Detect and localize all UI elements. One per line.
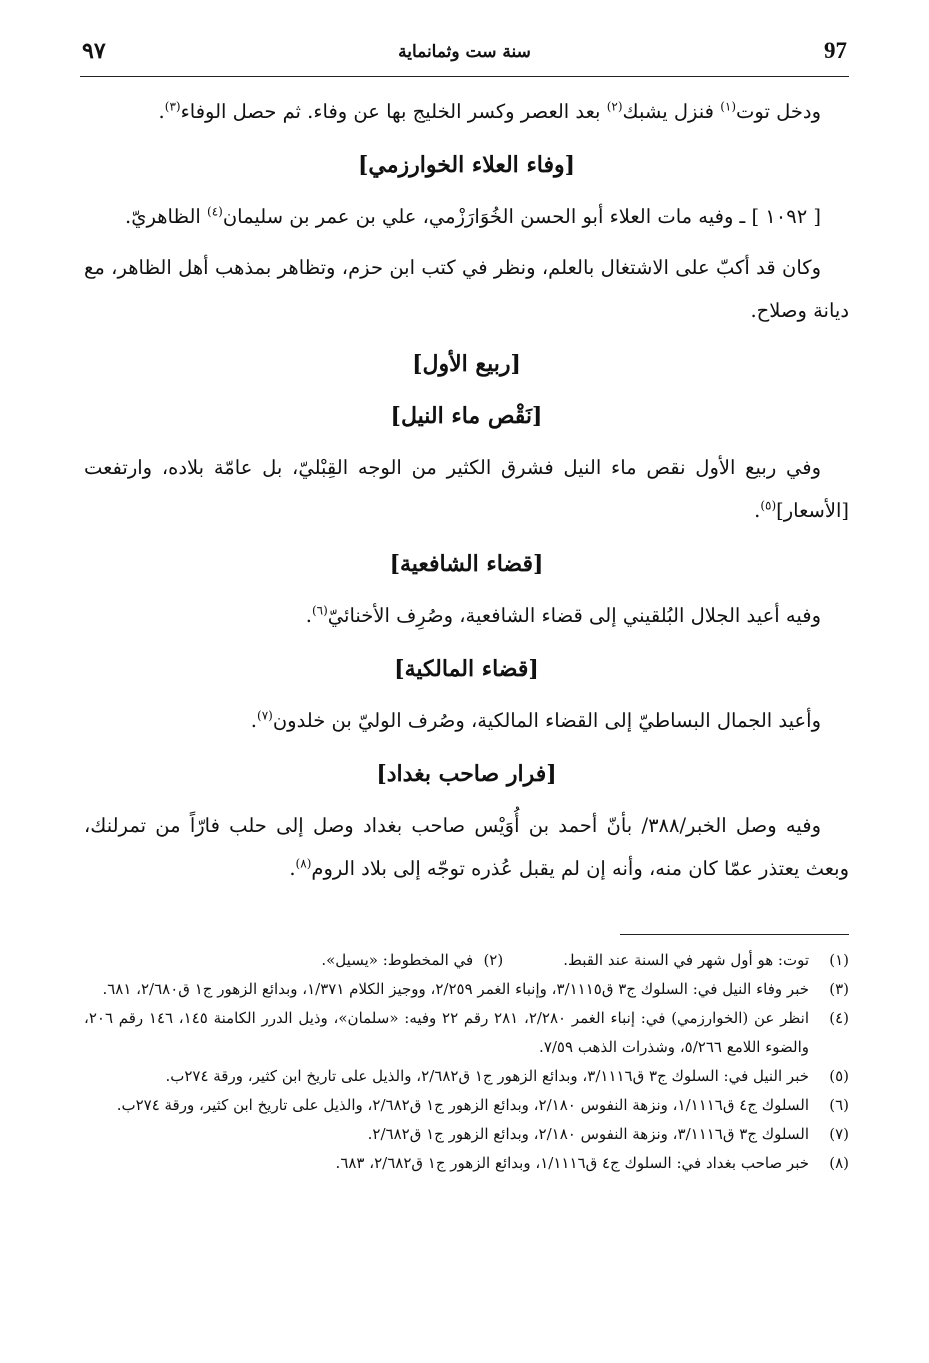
footnote-number: (٨) <box>829 1154 849 1172</box>
footnote-ref[interactable]: (٨) <box>295 856 312 871</box>
footnote-row <box>84 946 849 975</box>
footnote-text: توت: هو أول شهر في السنة عند القبط. <box>563 951 809 969</box>
text: . <box>250 709 257 732</box>
page-header <box>80 36 849 77</box>
footnote-ref[interactable]: (٥) <box>760 498 777 513</box>
section-heading: [قضاء الشافعية] <box>389 551 544 577</box>
text: وفيه أعيد الجلال البُلقيني إلى قضاء الشافعية، وصُرِف الأخنائيّ <box>327 604 821 627</box>
footnote-ref[interactable]: (١) <box>720 99 737 114</box>
text: بعد العصر وكسر الخليج بها عن وفاء. ثم حصل الوفاء <box>180 100 607 123</box>
running-title: سنة ست وثمانماية <box>398 42 531 62</box>
footnote-text: خبر وفاء النيل في: السلوك ج٣ ق٣/١١١٥، وإنباء الغمر ٢/٢٥٩، ووجيز الكلام ١/٣٧١، وبدائع الزهور ج١ ق٢/٦٨٠، ٦٨١. <box>102 980 809 998</box>
section-heading: [ربيع الأول] <box>412 351 521 377</box>
footnotes <box>84 946 849 1178</box>
footnote-ref[interactable]: (٣) <box>164 99 181 114</box>
text: . <box>305 604 312 627</box>
main-text <box>84 90 849 898</box>
text: الظاهريّ. <box>125 205 208 228</box>
text: ودخل توت <box>736 100 821 123</box>
footnote-ref[interactable]: (٢) <box>606 99 623 114</box>
footnote-text: في المخطوط: «يسيل». <box>321 951 474 969</box>
footnote-number: (٥) <box>829 1067 849 1085</box>
page-number-arabic: ٩٧ <box>82 38 106 64</box>
section-heading: [وفاء العلاء الخوارزمي] <box>357 152 576 178</box>
footnote-text: خبر صاحب بغداد في: السلوك ج٤ ق١/١١١٦، وبدائع الزهور ج١ ق٢/٦٨٢، ٦٨٣. <box>335 1154 809 1172</box>
footnote-separator <box>620 934 849 935</box>
text: وفي ربيع الأول نقص ماء النيل فشرق الكثير من الوجه القِبْليّ، بل عامّة بلاده، وارتفعت [الأسعار] <box>84 456 849 522</box>
footnote <box>84 975 849 1004</box>
paragraph <box>84 594 849 637</box>
footnote <box>563 946 849 975</box>
footnote-ref[interactable]: (٤) <box>207 204 223 219</box>
footnote-text: السلوك ج٣ ق٣/١١١٦، ونزهة النفوس ٢/١٨٠، وبدائع الزهور ج١ ق٢/٦٨٢. <box>367 1125 809 1143</box>
section-heading: [نَقْص ماء النيل] <box>390 403 543 429</box>
footnote-number: (٦) <box>829 1096 849 1114</box>
footnote-number: (١) <box>829 951 849 969</box>
text: . <box>158 100 165 123</box>
footnote <box>84 1120 849 1149</box>
paragraph <box>84 446 849 532</box>
paragraph: وكان قد أكبّ على الاشتغال بالعلم، ونظر في كتب ابن حزم، وتظاهر بمذهب أهل الظاهر، مع ديانة وصلاح. <box>84 256 849 322</box>
text: فنزل يشبك <box>622 100 721 123</box>
section-heading: [قضاء المالكية] <box>394 656 539 682</box>
footnote-number: (٣) <box>829 980 849 998</box>
footnote-text: السلوك ج٤ ق١/١١١٦، ونزهة النفوس ٢/١٨٠، وبدائع الزهور ج١ ق٢/٦٨٢، والذيل على تاريخ ابن كثير، ورقة ٢٧٤ب. <box>116 1096 809 1114</box>
footnote-text: انظر عن (الخوارزمي) في: إنباء الغمر ٢/٢٨٠، ٢٨١ رقم ٢٢ وفيه: «سلمان»، وذيل الدرر الكامنة ١٤٥، ١٤٦ رقم ٢٠٦، والضوء اللامع ٥/٢٦٦، وشذرات الذهب ٧/٥٩. <box>84 1009 810 1056</box>
paragraph <box>84 699 849 742</box>
footnote-ref[interactable]: (٦) <box>311 603 328 618</box>
text: . <box>289 857 296 880</box>
footnote-number: (٢) <box>483 951 504 969</box>
text: [ ١٠٩٢ ] ـ وفيه مات العلاء أبو الحسن الخُوَارَزْمي، علي بن عمر بن سليمان <box>222 205 821 228</box>
text: . <box>754 499 761 522</box>
footnote-number: (٤) <box>829 1009 849 1027</box>
footnote <box>84 1149 849 1178</box>
paragraph <box>84 90 849 133</box>
section-heading: [فرار صاحب بغداد] <box>376 761 557 787</box>
footnote <box>84 1062 849 1091</box>
footnote-ref[interactable]: (٧) <box>257 708 273 723</box>
footnote <box>84 1091 849 1120</box>
footnote-number: (٧) <box>829 1125 849 1143</box>
text: وأعيد الجمال البساطيّ إلى القضاء المالكية، وصُرف الوليّ بن خلدون <box>272 709 821 732</box>
paragraph <box>84 804 849 890</box>
footnote-text: خبر النيل في: السلوك ج٣ ق٣/١١١٦، وبدائع الزهور ج١ ق٢/٦٨٢، والذيل على تاريخ ابن كثير، ورقة ٢٧٤ب. <box>165 1067 809 1085</box>
text: وفيه وصل الخبر/٣٨٨/ بأنّ أحمد بن أُوَيْس صاحب بغداد وصل إلى حلب فارّاً من تمرلنك، وبعث يعتذر عمّا كان منه، وأنه إن لم يقبل عُذره توجّه إلى بلاد الروم <box>84 814 849 880</box>
paragraph <box>84 195 849 238</box>
footnote <box>84 1004 849 1062</box>
footnote <box>321 946 503 975</box>
page-number: 97 <box>824 38 847 63</box>
